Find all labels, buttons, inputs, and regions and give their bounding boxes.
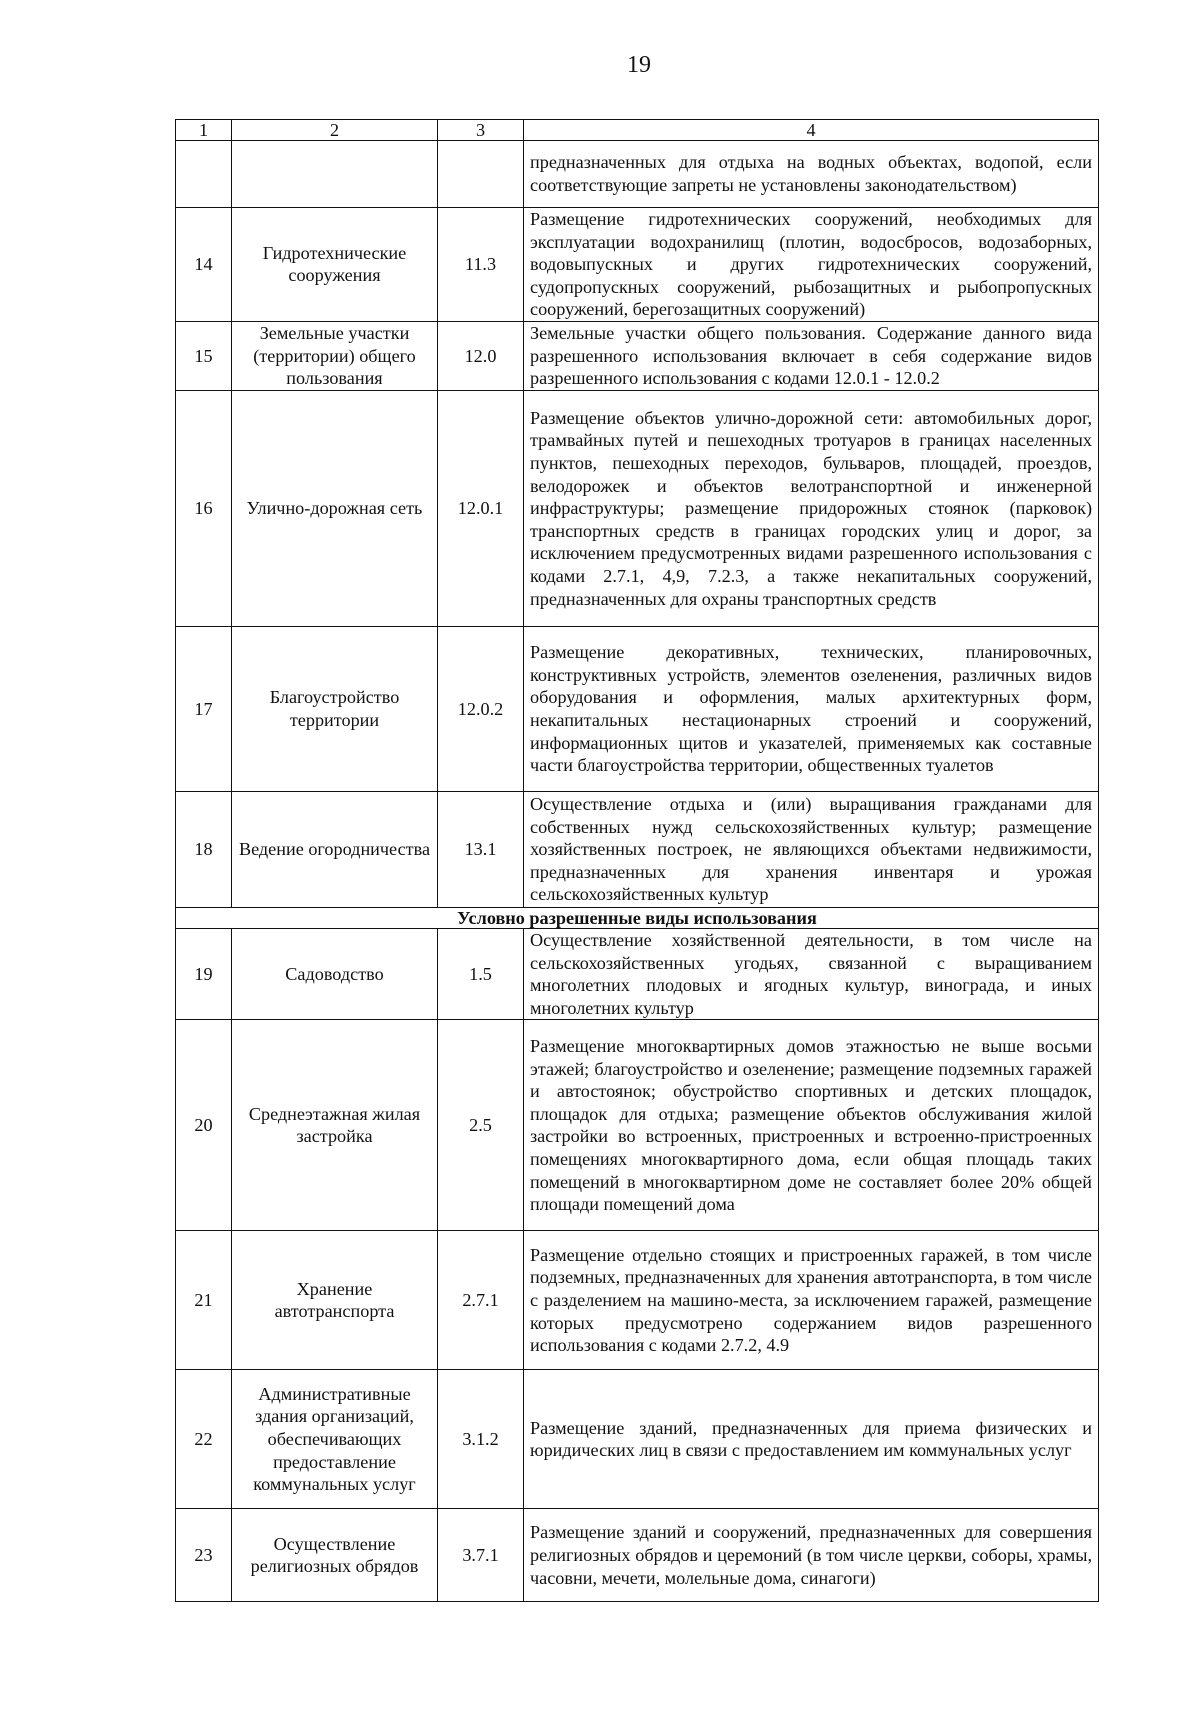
- use-type-description: Земельные участки общего пользования. Содержание данного вида разрешенного использования включает в себя содержание видов разрешенного использования с кодами 12.0.1 - 12.0.2: [524, 321, 1099, 390]
- use-type-name: Улично-дорожная сеть: [232, 390, 438, 626]
- row-number: 18: [176, 791, 232, 907]
- table-row: [176, 626, 1099, 791]
- use-type-code: 3.7.1: [438, 1509, 524, 1602]
- row-number: 17: [176, 626, 232, 791]
- table-row: [176, 141, 1099, 208]
- table-row: [176, 791, 1099, 907]
- use-type-description: Размещение многоквартирных домов этажностью не выше восьми этажей; благоустройство и озеленение; размещение подземных гаражей и автостоянок; обустройство спортивных и детских площадок, площадок для отдыха; размещение объектов обслуживания жилой застройки во встроенных, пристроенных и встроенно-пристроенных помещениях многоквартирного дома, если общая площадь таких помещений в многоквартирном доме не составляет более 20% общей площади помещений дома: [524, 1020, 1099, 1231]
- use-type-name: [232, 141, 438, 208]
- use-type-description: Размещение зданий и сооружений, предназначенных для совершения религиозных обрядов и церемоний (в том числе церкви, соборы, храмы, часовни, мечети, молельные дома, синагоги): [524, 1509, 1099, 1602]
- use-type-description: Размещение декоративных, технических, планировочных, конструктивных устройств, элементов озеленения, различных видов оборудования и оформления, малых архитектурных форм, некапитальных нестационарных строений и сооружений, информационных щитов и указателей, применяемых как составные части благоустройства территории, общественных туалетов: [524, 626, 1099, 791]
- use-type-code: [438, 141, 524, 208]
- section-title: Условно разрешенные виды использования: [176, 907, 1099, 928]
- table-row: [176, 928, 1099, 1019]
- use-type-name: Садоводство: [232, 928, 438, 1019]
- row-number: 15: [176, 321, 232, 390]
- table-row: [176, 1509, 1099, 1602]
- use-type-name: Гидротехнические сооружения: [232, 208, 438, 322]
- use-type-name: Среднеэтажная жилая застройка: [232, 1020, 438, 1231]
- row-number: 22: [176, 1370, 232, 1509]
- header-col-3: 3: [438, 120, 524, 141]
- table-header-row: [176, 120, 1099, 141]
- row-number: 19: [176, 928, 232, 1019]
- row-number: 20: [176, 1020, 232, 1231]
- use-type-name: Ведение огородничества: [232, 791, 438, 907]
- row-number: 23: [176, 1509, 232, 1602]
- page-number: 19: [627, 52, 651, 78]
- use-type-description: Размещение гидротехнических сооружений, необходимых для эксплуатации водохранилищ (плотин, водосбросов, водозаборных, водовыпускных и других гидротехнических сооружений, судопропускных сооружений, рыбозащитных и рыбопропускных сооружений, берегозащитных сооружений): [524, 208, 1099, 322]
- table-row: [176, 1020, 1099, 1231]
- use-type-name: Земельные участки (территории) общего пользования: [232, 321, 438, 390]
- table-row: [176, 1231, 1099, 1370]
- table-row: [176, 208, 1099, 322]
- use-type-name: Осуществление религиозных обрядов: [232, 1509, 438, 1602]
- section-header-row: [176, 907, 1099, 928]
- use-type-code: 1.5: [438, 928, 524, 1019]
- use-type-code: 2.7.1: [438, 1231, 524, 1370]
- row-number: 14: [176, 208, 232, 322]
- header-col-1: 1: [176, 120, 232, 141]
- land-use-table: [175, 119, 1099, 1602]
- use-type-code: 12.0.1: [438, 390, 524, 626]
- use-type-name: Благоустройство территории: [232, 626, 438, 791]
- use-type-description: Размещение зданий, предназначенных для приема физических и юридических лиц в связи с предоставлением им коммунальных услуг: [524, 1370, 1099, 1509]
- row-number: [176, 141, 232, 208]
- use-type-description: Размещение отдельно стоящих и пристроенных гаражей, в том числе подземных, предназначенных для хранения автотранспорта, в том числе с разделением на машино-места, за исключением гаражей, размещение которых предусмотрено содержанием видов разрешенного использования с кодами 2.7.2, 4.9: [524, 1231, 1099, 1370]
- header-col-2: 2: [232, 120, 438, 141]
- use-type-name: Административные здания организаций, обеспечивающих предоставление коммунальных услуг: [232, 1370, 438, 1509]
- use-type-code: 11.3: [438, 208, 524, 322]
- use-type-code: 2.5: [438, 1020, 524, 1231]
- use-type-code: 13.1: [438, 791, 524, 907]
- use-type-description: Осуществление хозяйственной деятельности, в том числе на сельскохозяйственных угодьях, связанной с выращиванием многолетних плодовых и ягодных культур, винограда, и иных многолетних культур: [524, 928, 1099, 1019]
- table-row: [176, 321, 1099, 390]
- use-type-description: Размещение объектов улично-дорожной сети: автомобильных дорог, трамвайных путей и пешеходных тротуаров в границах населенных пунктов, пешеходных переходов, бульваров, площадей, проездов, велодорожек и объектов велотранспортной и инженерной инфраструктуры; размещение придорожных стоянок (парковок) транспортных средств в границах городских улиц и дорог, за исключением предусмотренных видами разрешенного использования с кодами 2.7.1, 4,9, 7.2.3, а также некапитальных сооружений, предназначенных для охраны транспортных средств: [524, 390, 1099, 626]
- table-row: [176, 390, 1099, 626]
- table-row: [176, 1370, 1099, 1509]
- header-col-4: 4: [524, 120, 1099, 141]
- use-type-code: 12.0.2: [438, 626, 524, 791]
- use-type-code: 12.0: [438, 321, 524, 390]
- row-number: 21: [176, 1231, 232, 1370]
- use-type-description: предназначенных для отдыха на водных объектах, водопой, если соответствующие запреты не установлены законодательством): [524, 141, 1099, 208]
- use-type-name: Хранение автотранспорта: [232, 1231, 438, 1370]
- row-number: 16: [176, 390, 232, 626]
- use-type-description: Осуществление отдыха и (или) выращивания гражданами для собственных нужд сельскохозяйственных культур; размещение хозяйственных построек, не являющихся объектами недвижимости, предназначенных для хранения инвентаря и урожая сельскохозяйственных культур: [524, 791, 1099, 907]
- use-type-code: 3.1.2: [438, 1370, 524, 1509]
